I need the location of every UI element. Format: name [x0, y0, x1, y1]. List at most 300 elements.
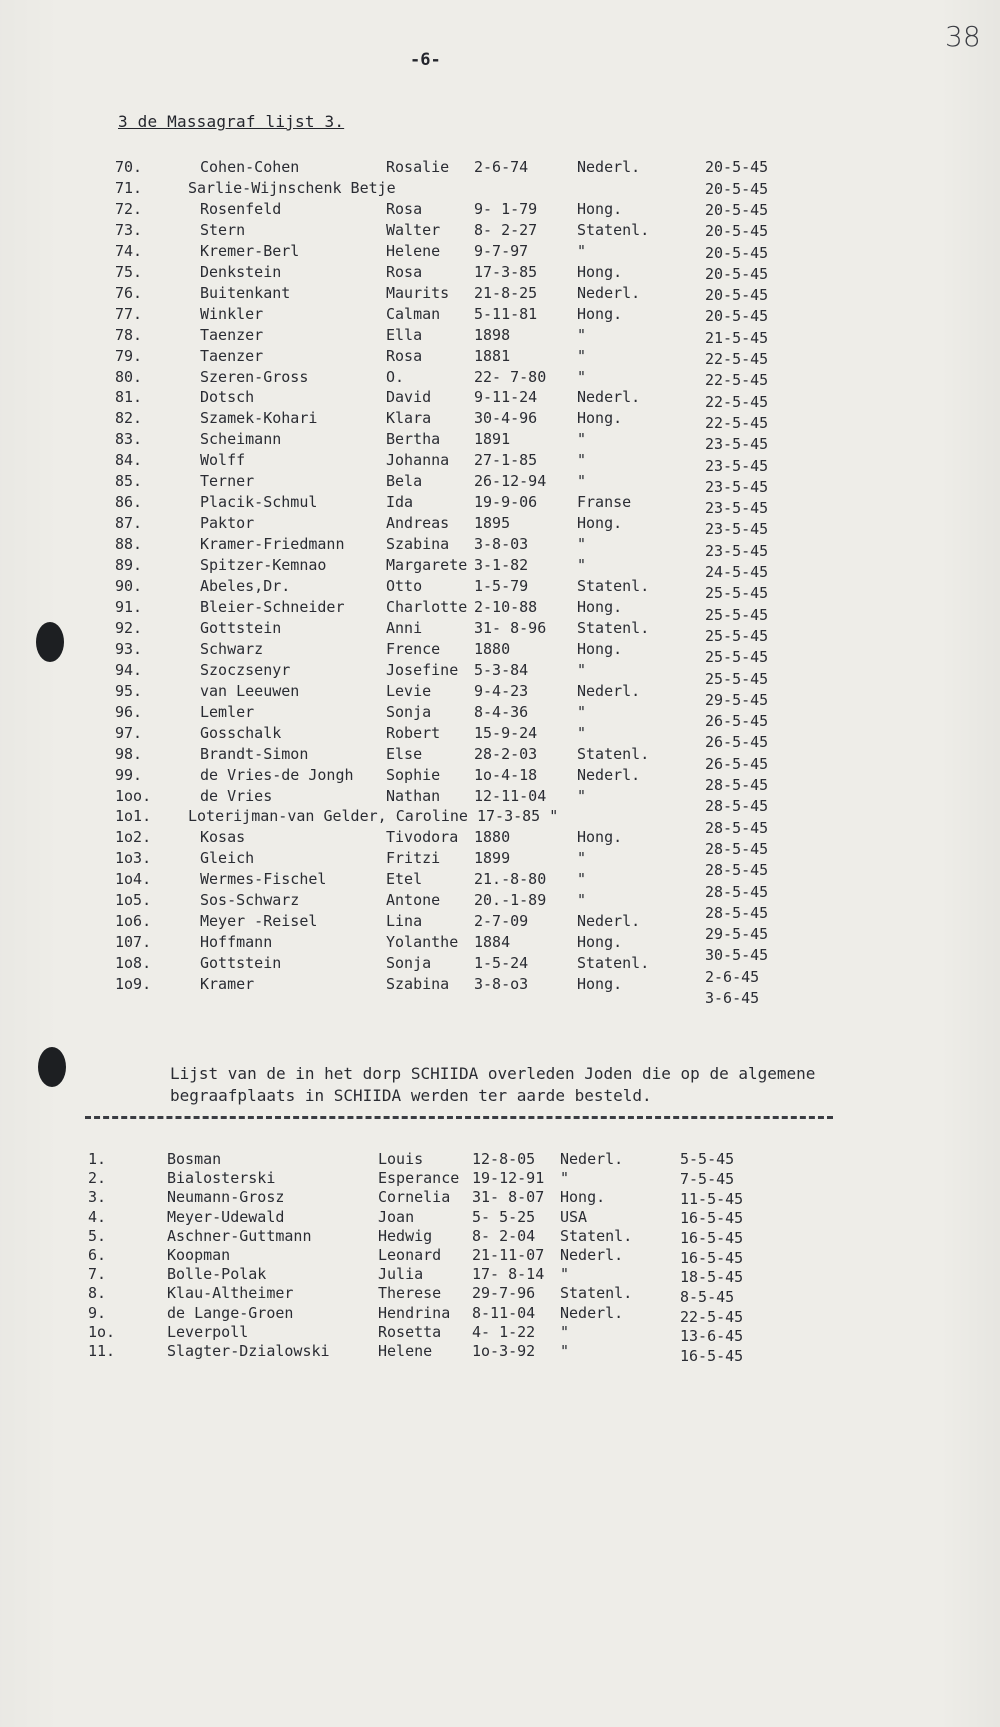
list-row	[0, 1284, 1000, 1304]
nationality: Hong.	[577, 514, 623, 533]
first-name: Walter	[386, 220, 441, 239]
list-row	[0, 1265, 1000, 1285]
list-row	[0, 1322, 1000, 1346]
entry-number: 78.	[115, 325, 143, 344]
first-name: Cornelia	[378, 1188, 451, 1207]
list-row	[0, 660, 1000, 688]
nationality: Hong.	[577, 199, 623, 218]
list-row	[0, 1188, 1000, 1208]
birth-date: 1880	[474, 828, 511, 847]
nationality: Statenl.	[577, 618, 650, 637]
list-row	[0, 388, 1000, 411]
first-name: Frence	[386, 639, 441, 658]
death-date: 30-5-45	[705, 946, 769, 965]
death-date: 3-6-45	[705, 989, 760, 1008]
last-name: Gottstein	[200, 954, 282, 973]
nationality: Statenl.	[577, 954, 650, 973]
list-row	[0, 618, 1000, 645]
entry-number: 6.	[88, 1246, 107, 1264]
birth-date: 26-12-94	[474, 472, 547, 491]
death-date: 28-5-45	[705, 861, 769, 880]
list-row	[0, 1169, 1000, 1189]
last-name: Neumann-Grosz	[167, 1188, 285, 1207]
last-name: Hoffmann	[200, 933, 273, 952]
list-row	[0, 305, 1000, 325]
dashed-divider	[85, 1116, 833, 1119]
last-name: de Vries-de Jongh	[200, 765, 354, 784]
entry-number: 77.	[115, 304, 143, 323]
nationality: "	[560, 1342, 570, 1360]
entry-number: 1o2.	[115, 828, 152, 847]
nationality: Hong.	[577, 262, 623, 281]
death-date: 28-5-45	[705, 818, 769, 837]
list-row	[0, 472, 1000, 496]
last-name: Brandt-Simon	[200, 744, 309, 763]
last-name: Paktor	[200, 514, 255, 533]
last-name: Bosman	[167, 1150, 222, 1168]
birth-date: 1891	[474, 430, 511, 449]
death-date: 25-5-45	[705, 605, 769, 624]
death-date: 16-5-45	[680, 1248, 744, 1267]
birth-date: 8- 2-04	[472, 1226, 536, 1245]
birth-date: 28-2-03	[474, 744, 538, 763]
birth-date: 9-7-97	[474, 241, 529, 260]
entry-text: Loterijman-van Gelder, Caroline 17-3-85 "	[188, 807, 559, 826]
death-date: 20-5-45	[705, 264, 769, 283]
last-name: Meyer -Reisel	[200, 912, 318, 931]
death-date: 28-5-45	[705, 903, 769, 922]
nationality: Statenl.	[577, 220, 650, 239]
first-name: Margarete	[386, 556, 468, 575]
last-name: Szoczsenyr	[200, 660, 291, 679]
first-name: Sonja	[386, 954, 432, 973]
nationality: Hong.	[577, 828, 623, 847]
birth-date: 1880	[474, 639, 511, 658]
last-name: Szamek-Kohari	[200, 409, 318, 428]
last-name: Slagter-Dzialowski	[167, 1342, 330, 1360]
birth-date: 31- 8-96	[474, 618, 547, 637]
death-date: 23-5-45	[705, 499, 769, 518]
birth-date: 1o-3-92	[472, 1342, 536, 1360]
birth-date: 12-8-05	[472, 1150, 536, 1168]
first-name: Rosa	[386, 199, 423, 218]
nationality: "	[577, 325, 587, 344]
death-date: 22-5-45	[705, 392, 769, 411]
entry-number: 90.	[115, 577, 143, 595]
death-date: 24-5-45	[705, 563, 769, 582]
entry-number: 79.	[115, 346, 143, 365]
list-row	[0, 975, 1000, 1008]
nationality: Franse	[577, 493, 632, 512]
death-date: 29-5-45	[705, 925, 769, 944]
birth-date: 9- 1-79	[474, 199, 538, 218]
entry-number: 1o.	[88, 1322, 116, 1341]
nationality: "	[560, 1322, 570, 1341]
death-date: 22-5-45	[705, 350, 769, 369]
entry-number: 82.	[115, 409, 143, 428]
list-row	[0, 556, 1000, 582]
death-date: 2-6-45	[705, 967, 760, 986]
first-name: Sophie	[386, 765, 441, 784]
death-date: 29-5-45	[705, 690, 769, 709]
nationality: Nederl.	[560, 1150, 624, 1168]
list-row	[0, 221, 1000, 241]
last-name: Bleier-Schneider	[200, 597, 345, 616]
entry-number: 7.	[88, 1265, 107, 1284]
nationality: Statenl.	[560, 1226, 633, 1245]
birth-date: 22- 7-80	[474, 367, 547, 386]
birth-date: 5-11-81	[474, 304, 538, 323]
entry-number: 1o5.	[115, 891, 152, 910]
first-name: Nathan	[386, 786, 441, 805]
entry-number: 2.	[88, 1169, 107, 1188]
birth-date: 2-7-09	[474, 912, 529, 931]
list-row	[0, 263, 1000, 283]
entry-number: 1.	[88, 1150, 107, 1168]
first-name: Helene	[386, 241, 441, 260]
death-date: 7-5-45	[680, 1170, 735, 1189]
birth-date: 17- 8-14	[472, 1265, 545, 1284]
first-name: Louis	[378, 1150, 424, 1168]
nationality: "	[577, 786, 587, 805]
first-name: Rosetta	[378, 1322, 442, 1341]
death-date: 28-5-45	[705, 776, 769, 795]
entry-number: 94.	[115, 660, 143, 679]
death-date: 20-5-45	[705, 222, 769, 241]
death-date: 26-5-45	[705, 712, 769, 731]
entry-number: 72.	[115, 199, 143, 218]
nationality: Hong.	[577, 933, 623, 952]
death-date: 23-5-45	[705, 541, 769, 560]
entry-number: 98.	[115, 744, 143, 763]
birth-date: 9-4-23	[474, 681, 529, 700]
death-date: 22-5-45	[680, 1307, 744, 1326]
last-name: Taenzer	[200, 346, 264, 365]
last-name: Gottstein	[200, 618, 282, 637]
nationality: Nederl.	[577, 912, 641, 931]
death-date: 20-5-45	[705, 286, 769, 305]
death-date: 22-5-45	[705, 371, 769, 390]
death-date: 22-5-45	[705, 413, 769, 432]
last-name: Szeren-Gross	[200, 367, 309, 386]
first-name: Robert	[386, 723, 441, 742]
entry-number: 1o1.	[115, 807, 152, 826]
entry-number: 96.	[115, 702, 143, 721]
list-row	[0, 786, 1000, 816]
last-name: Gleich	[200, 849, 255, 868]
birth-date: 5-3-84	[474, 660, 529, 679]
entry-number: 1o4.	[115, 870, 152, 889]
first-name: Sonja	[386, 702, 432, 721]
nationality: Statenl.	[577, 744, 650, 763]
death-date: 23-5-45	[705, 477, 769, 496]
first-name: Charlotte	[386, 597, 468, 616]
first-name: Calman	[386, 304, 441, 323]
list-row	[0, 451, 1000, 475]
death-date: 8-5-45	[680, 1287, 735, 1306]
first-name: Szabina	[386, 975, 450, 994]
list-row	[0, 1150, 1000, 1170]
first-name: Lina	[386, 912, 423, 931]
nationality: Nederl.	[577, 158, 641, 176]
list-row	[0, 1304, 1000, 1324]
birth-date: 12-11-04	[474, 786, 547, 805]
list-row	[0, 1342, 1000, 1365]
death-date: 5-5-45	[680, 1150, 735, 1169]
list-row	[0, 242, 1000, 262]
nationality: "	[577, 556, 587, 575]
death-date: 11-5-45	[680, 1189, 744, 1208]
list-row	[0, 577, 1000, 603]
list-row	[0, 514, 1000, 539]
list-row	[0, 597, 1000, 624]
entry-number: 70.	[115, 158, 143, 176]
nationality: Nederl.	[577, 681, 641, 700]
entry-number: 85.	[115, 472, 143, 491]
death-date: 23-5-45	[705, 435, 769, 454]
birth-date: 8- 2-27	[474, 220, 538, 239]
death-date: 20-5-45	[705, 179, 769, 198]
list-heading: 3 de Massagraf lijst 3.	[118, 112, 345, 131]
nationality: Nederl.	[577, 283, 641, 302]
nationality: Hong.	[560, 1188, 606, 1207]
nationality: "	[577, 702, 587, 721]
nationality: Statenl.	[577, 577, 650, 595]
death-date: 25-5-45	[705, 648, 769, 667]
last-name: Scheimann	[200, 430, 282, 449]
list-row	[0, 639, 1000, 667]
list-row	[0, 807, 1000, 837]
list-row	[0, 493, 1000, 518]
death-date: 20-5-45	[705, 158, 769, 177]
birth-date: 21-8-25	[474, 283, 538, 302]
last-name: Dotsch	[200, 388, 255, 407]
entry-number: 88.	[115, 535, 143, 554]
death-date: 26-5-45	[705, 754, 769, 773]
list-row	[0, 1246, 1000, 1266]
first-name: Ida	[386, 493, 414, 512]
birth-date: 30-4-96	[474, 409, 538, 428]
first-name: Hedwig	[378, 1226, 433, 1245]
list-row	[0, 430, 1000, 454]
list-row	[0, 1208, 1000, 1228]
entry-number: 99.	[115, 765, 143, 784]
birth-date: 2-10-88	[474, 597, 538, 616]
first-name: Maurits	[386, 283, 450, 302]
entry-number: 74.	[115, 241, 143, 260]
last-name: Stern	[200, 220, 246, 239]
entry-number: 81.	[115, 388, 143, 407]
last-name: Leverpoll	[167, 1322, 249, 1341]
death-date: 21-5-45	[705, 328, 769, 347]
entry-number: 8.	[88, 1284, 107, 1303]
birth-date: 8-4-36	[474, 702, 529, 721]
last-name: Buitenkant	[200, 283, 291, 302]
nationality: Nederl.	[577, 388, 641, 407]
last-name: Spitzer-Kemnao	[200, 556, 327, 575]
list-row	[0, 200, 1000, 220]
death-date: 26-5-45	[705, 733, 769, 752]
entry-number: 89.	[115, 556, 143, 575]
entry-number: 86.	[115, 493, 143, 512]
entry-number: 83.	[115, 430, 143, 449]
entry-number: 4.	[88, 1207, 107, 1226]
first-name: Yolanthe	[386, 933, 459, 952]
death-date: 25-5-45	[705, 669, 769, 688]
birth-date: 20.-1-89	[474, 891, 547, 910]
last-name: Wolff	[200, 451, 246, 470]
first-name: Anni	[386, 618, 423, 637]
entry-number: 91.	[115, 597, 143, 616]
entry-number: 97.	[115, 723, 143, 742]
birth-date: 1o-4-18	[474, 765, 538, 784]
entry-number: 1o9.	[115, 975, 152, 994]
death-date: 23-5-45	[705, 456, 769, 475]
last-name: Klau-Altheimer	[167, 1284, 294, 1303]
nationality: Hong.	[577, 639, 623, 658]
birth-date: 19-12-91	[472, 1169, 545, 1188]
last-name: Bolle-Polak	[167, 1265, 267, 1284]
death-date: 16-5-45	[680, 1209, 744, 1228]
entry-number: 1o6.	[115, 912, 152, 931]
first-name: Johanna	[386, 451, 450, 470]
birth-date: 4- 1-22	[472, 1322, 536, 1341]
first-name: Klara	[386, 409, 432, 428]
birth-date: 1898	[474, 325, 511, 344]
first-name: Rosa	[386, 346, 423, 365]
first-name: Antone	[386, 891, 441, 910]
birth-date: 5- 5-25	[472, 1207, 536, 1226]
death-date: 18-5-45	[680, 1268, 744, 1287]
entry-number: 76.	[115, 283, 143, 302]
death-date: 16-5-45	[680, 1229, 744, 1248]
death-date: 20-5-45	[705, 243, 769, 262]
nationality: Nederl.	[560, 1303, 624, 1322]
archive-number: 38	[945, 20, 981, 53]
birth-date: 2-6-74	[474, 158, 529, 176]
entry-number: 87.	[115, 514, 143, 533]
death-date: 25-5-45	[705, 584, 769, 603]
last-name: Denkstein	[200, 262, 282, 281]
schiida-list-intro: Lijst van de in het dorp SCHIIDA overleden Joden die op de algemene begraafplaats in SCHIIDA werden ter aarde besteld.	[170, 1064, 816, 1105]
entry-number: 84.	[115, 451, 143, 470]
last-name: Cohen-Cohen	[200, 158, 300, 176]
death-date: 20-5-45	[705, 307, 769, 326]
page-number: -6-	[410, 50, 441, 70]
birth-date: 9-11-24	[474, 388, 538, 407]
birth-date: 1899	[474, 849, 511, 868]
nationality: Hong.	[577, 304, 623, 323]
death-date: 28-5-45	[705, 882, 769, 901]
first-name: Otto	[386, 577, 423, 595]
entry-number: 73.	[115, 220, 143, 239]
entry-number: 71.	[115, 178, 143, 197]
nationality: "	[560, 1169, 570, 1188]
last-name: Gosschalk	[200, 723, 282, 742]
last-name: Placik-Schmul	[200, 493, 318, 512]
first-name: Josefine	[386, 660, 459, 679]
birth-date: 31- 8-07	[472, 1188, 545, 1207]
nationality: Hong.	[577, 597, 623, 616]
birth-date: 21-11-07	[472, 1246, 545, 1264]
list-row	[0, 368, 1000, 388]
entry-number: 80.	[115, 367, 143, 386]
nationality: "	[577, 241, 587, 260]
last-name: Schwarz	[200, 639, 264, 658]
list-row	[0, 179, 1000, 199]
nationality: "	[577, 723, 587, 742]
death-date: 13-6-45	[680, 1327, 744, 1346]
first-name: Helene	[378, 1342, 433, 1360]
death-date: 20-5-45	[705, 200, 769, 219]
nationality: Statenl.	[560, 1284, 633, 1303]
nationality: "	[577, 346, 587, 365]
nationality: Hong.	[577, 975, 623, 994]
nationality: "	[577, 472, 587, 491]
last-name: de Vries	[200, 786, 273, 805]
nationality: "	[577, 535, 587, 554]
last-name: Taenzer	[200, 325, 264, 344]
list-row	[0, 702, 1000, 731]
last-name: Koopman	[167, 1246, 231, 1264]
entry-number: 95.	[115, 681, 143, 700]
birth-date: 15-9-24	[474, 723, 538, 742]
first-name: Ella	[386, 325, 423, 344]
entry-number: 1oo.	[115, 786, 152, 805]
nationality: USA	[560, 1207, 588, 1226]
list-row	[0, 409, 1000, 432]
nationality: "	[560, 1265, 570, 1284]
list-row	[0, 765, 1000, 795]
birth-date: 8-11-04	[472, 1303, 536, 1322]
first-name: Szabina	[386, 535, 450, 554]
first-name: Bela	[386, 472, 423, 491]
entry-number: 93.	[115, 639, 143, 658]
nationality: Nederl.	[560, 1246, 624, 1264]
birth-date: 19-9-06	[474, 493, 538, 512]
last-name: Winkler	[200, 304, 264, 323]
first-name: Joan	[378, 1207, 415, 1226]
first-name: Therese	[378, 1284, 442, 1303]
list-row	[0, 535, 1000, 560]
first-name: Leonard	[378, 1246, 442, 1264]
first-name: O.	[386, 367, 405, 386]
birth-date: 1-5-24	[474, 954, 529, 973]
last-name: Terner	[200, 472, 255, 491]
list-row	[0, 284, 1000, 304]
list-row	[0, 326, 1000, 346]
entry-number: 9.	[88, 1303, 107, 1322]
entry-number: 92.	[115, 618, 143, 637]
first-name: Rosalie	[386, 158, 450, 176]
entry-number: 1o8.	[115, 954, 152, 973]
first-name: Else	[386, 744, 423, 763]
entry-text: Sarlie-Wijnschenk Betje	[188, 178, 396, 197]
nationality: "	[577, 660, 587, 679]
list-row	[0, 681, 1000, 709]
first-name: David	[386, 388, 432, 407]
last-name: Meyer-Udewald	[167, 1207, 285, 1226]
first-name: Hendrina	[378, 1303, 451, 1322]
last-name: Bialosterski	[167, 1169, 276, 1188]
list-row	[0, 744, 1000, 773]
last-name: Kramer-Friedmann	[200, 535, 345, 554]
death-date: 25-5-45	[705, 626, 769, 645]
last-name: Sos-Schwarz	[200, 891, 300, 910]
nationality: Hong.	[577, 409, 623, 428]
list-row	[0, 1227, 1000, 1247]
death-date: 28-5-45	[705, 797, 769, 816]
